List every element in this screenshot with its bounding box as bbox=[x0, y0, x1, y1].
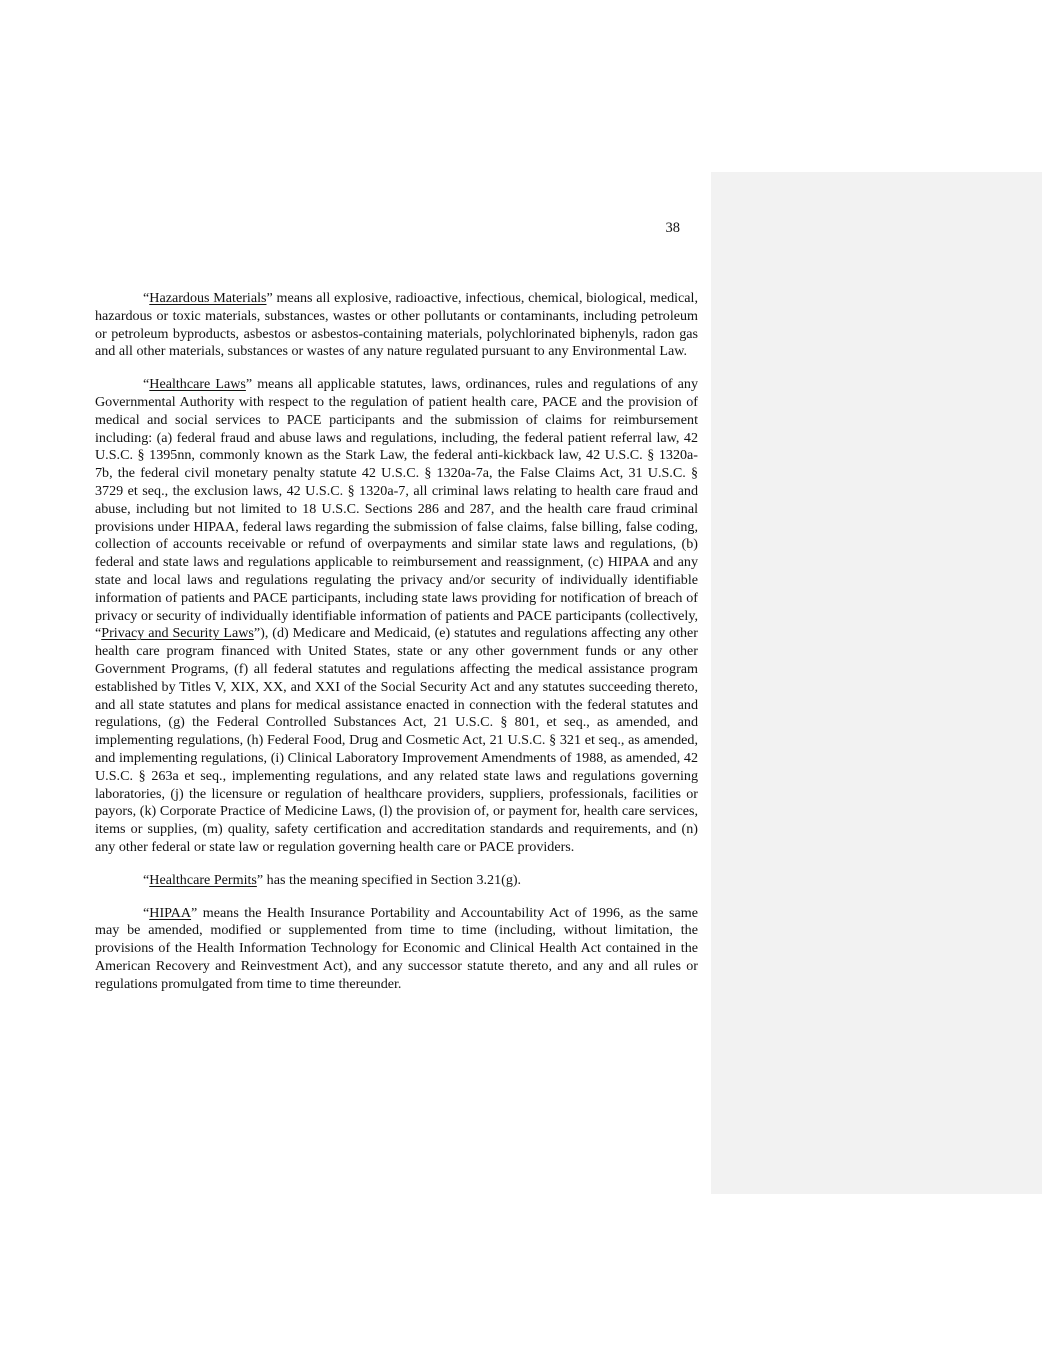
definition-text: has the meaning specified in Section 3.21(g). bbox=[263, 871, 522, 888]
open-quote: “ bbox=[143, 871, 150, 888]
defined-term: Healthcare Laws bbox=[149, 376, 246, 393]
definition-text: means the Health Insurance Portability and Accountability Act of 1996, as the same may be amended, modified or supplemented from time to time (including, without limitation, the provisions of the Health Information Technology for Economic and Clinical Health Act contained in the American Recovery and Reinvestment Act), and any successor statute thereto, and any and all rules or regulations promulgated from time to time thereunder. bbox=[95, 904, 698, 992]
definition-text: means all explosive, radioactive, infectious, chemical, biological, medical, hazardous or toxic materials, substances, wastes or other pollutants or contaminants, including petroleum or petroleum byproducts, asbestos or asbestos-containing materials, polychlorinated biphenyls, radon gas and all other materials, substances or wastes of any nature regulated pursuant to any Environmental Law. bbox=[95, 290, 698, 360]
document-body bbox=[95, 290, 698, 1008]
defined-term: Hazardous Materials bbox=[149, 290, 267, 306]
comment-margin-pane bbox=[711, 172, 1042, 1194]
definition-hipaa bbox=[95, 905, 698, 994]
close-quote: ” bbox=[191, 904, 198, 921]
definition-healthcare-permits bbox=[95, 872, 698, 890]
open-quote: “ bbox=[143, 904, 150, 921]
close-quote: ” bbox=[256, 871, 264, 888]
definition-text: means all applicable statutes, laws, ordinances, rules and regulations of any Governmental Authority with respect to the regulation of patient health care, PACE and the provision of medical and social services to PACE participants and the submission of claims for reimbursement including: (a) federal fraud and abuse laws and regulations, including, the federal patient referral law, 42 U.S.C. § 1395nn, commonly known as the Stark Law, the federal anti-kickback law, 42 U.S.C. § 1320a-7b, the federal civil monetary penalty statute 42 U.S.C. § 1320a-7a, the False Claims Act, 31 U.S.C. § 3729 et seq., the exclusion laws, 42 U.S.C. § 1320a-7, all criminal laws relating to health care fraud and abuse, including but not limited to 18 U.S.C. Sections 286 and 287, and the health care fraud criminal provisions under HIPAA, federal laws regarding the submission of false claims, false billing, false coding, collection of accounts receivable or refund of overpayments and similar state laws and regulations, (b) federal and state laws and regulations applicable to reimbursement and reassignment, (c) HIPAA and any state and local laws and regulations regulating the privacy and/or security of individually identifiable information of patients and PACE participants, including state laws providing for notification of breach of privacy or security of individually identifiable information of patients and PACE participants (collectively, “ bbox=[95, 376, 699, 642]
close-quote: ” bbox=[245, 376, 253, 393]
definition-hazardous-materials bbox=[95, 290, 698, 361]
page-number: 38 bbox=[665, 220, 680, 236]
open-quote: “ bbox=[143, 376, 150, 393]
definition-text-continued: ”), (d) Medicare and Medicaid, (e) statutes and regulations affecting any other health care program financed with United States, state or any other government funds or any other Government Programs, (f) all federal statutes and regulations affecting the medical assistance program established by Titles V, XIX, XX, and XXI of the Social Security Act and any statutes succeeding thereto, and all state statutes and plans for medical assistance enacted in connection with the federal statutes and regulations, (g) the Federal Controlled Substances Act, 21 U.S.C. § 801, et seq., as amended, and implementing regulations, (h) Federal Food, Drug and Cosmetic Act, 21 U.S.C. § 321 et seq., as amended, and implementing regulations, (i) Clinical Laboratory Improvement Amendments of 1988, as amended, 42 U.S.C. § 263a et seq., implementing regulations, and any related state laws and regulations governing laboratories, (j) the licensure or regulation of healthcare providers, suppliers, professionals, facilities or payors, (k) Corporate Practice of Medicine Laws, (l) the provision of, or payment for, health care services, items or supplies, (m) quality, safety certification and accreditation standards and requirements, and (n) any other federal or state law or regulation governing health care or PACE providers. bbox=[95, 625, 699, 855]
definition-healthcare-laws bbox=[95, 376, 698, 857]
inner-defined-term: Privacy and Security Laws bbox=[101, 625, 254, 642]
defined-term: HIPAA bbox=[149, 904, 192, 921]
open-quote: “ bbox=[143, 290, 150, 306]
defined-term: Healthcare Permits bbox=[149, 871, 257, 888]
close-quote: ” bbox=[266, 290, 273, 306]
